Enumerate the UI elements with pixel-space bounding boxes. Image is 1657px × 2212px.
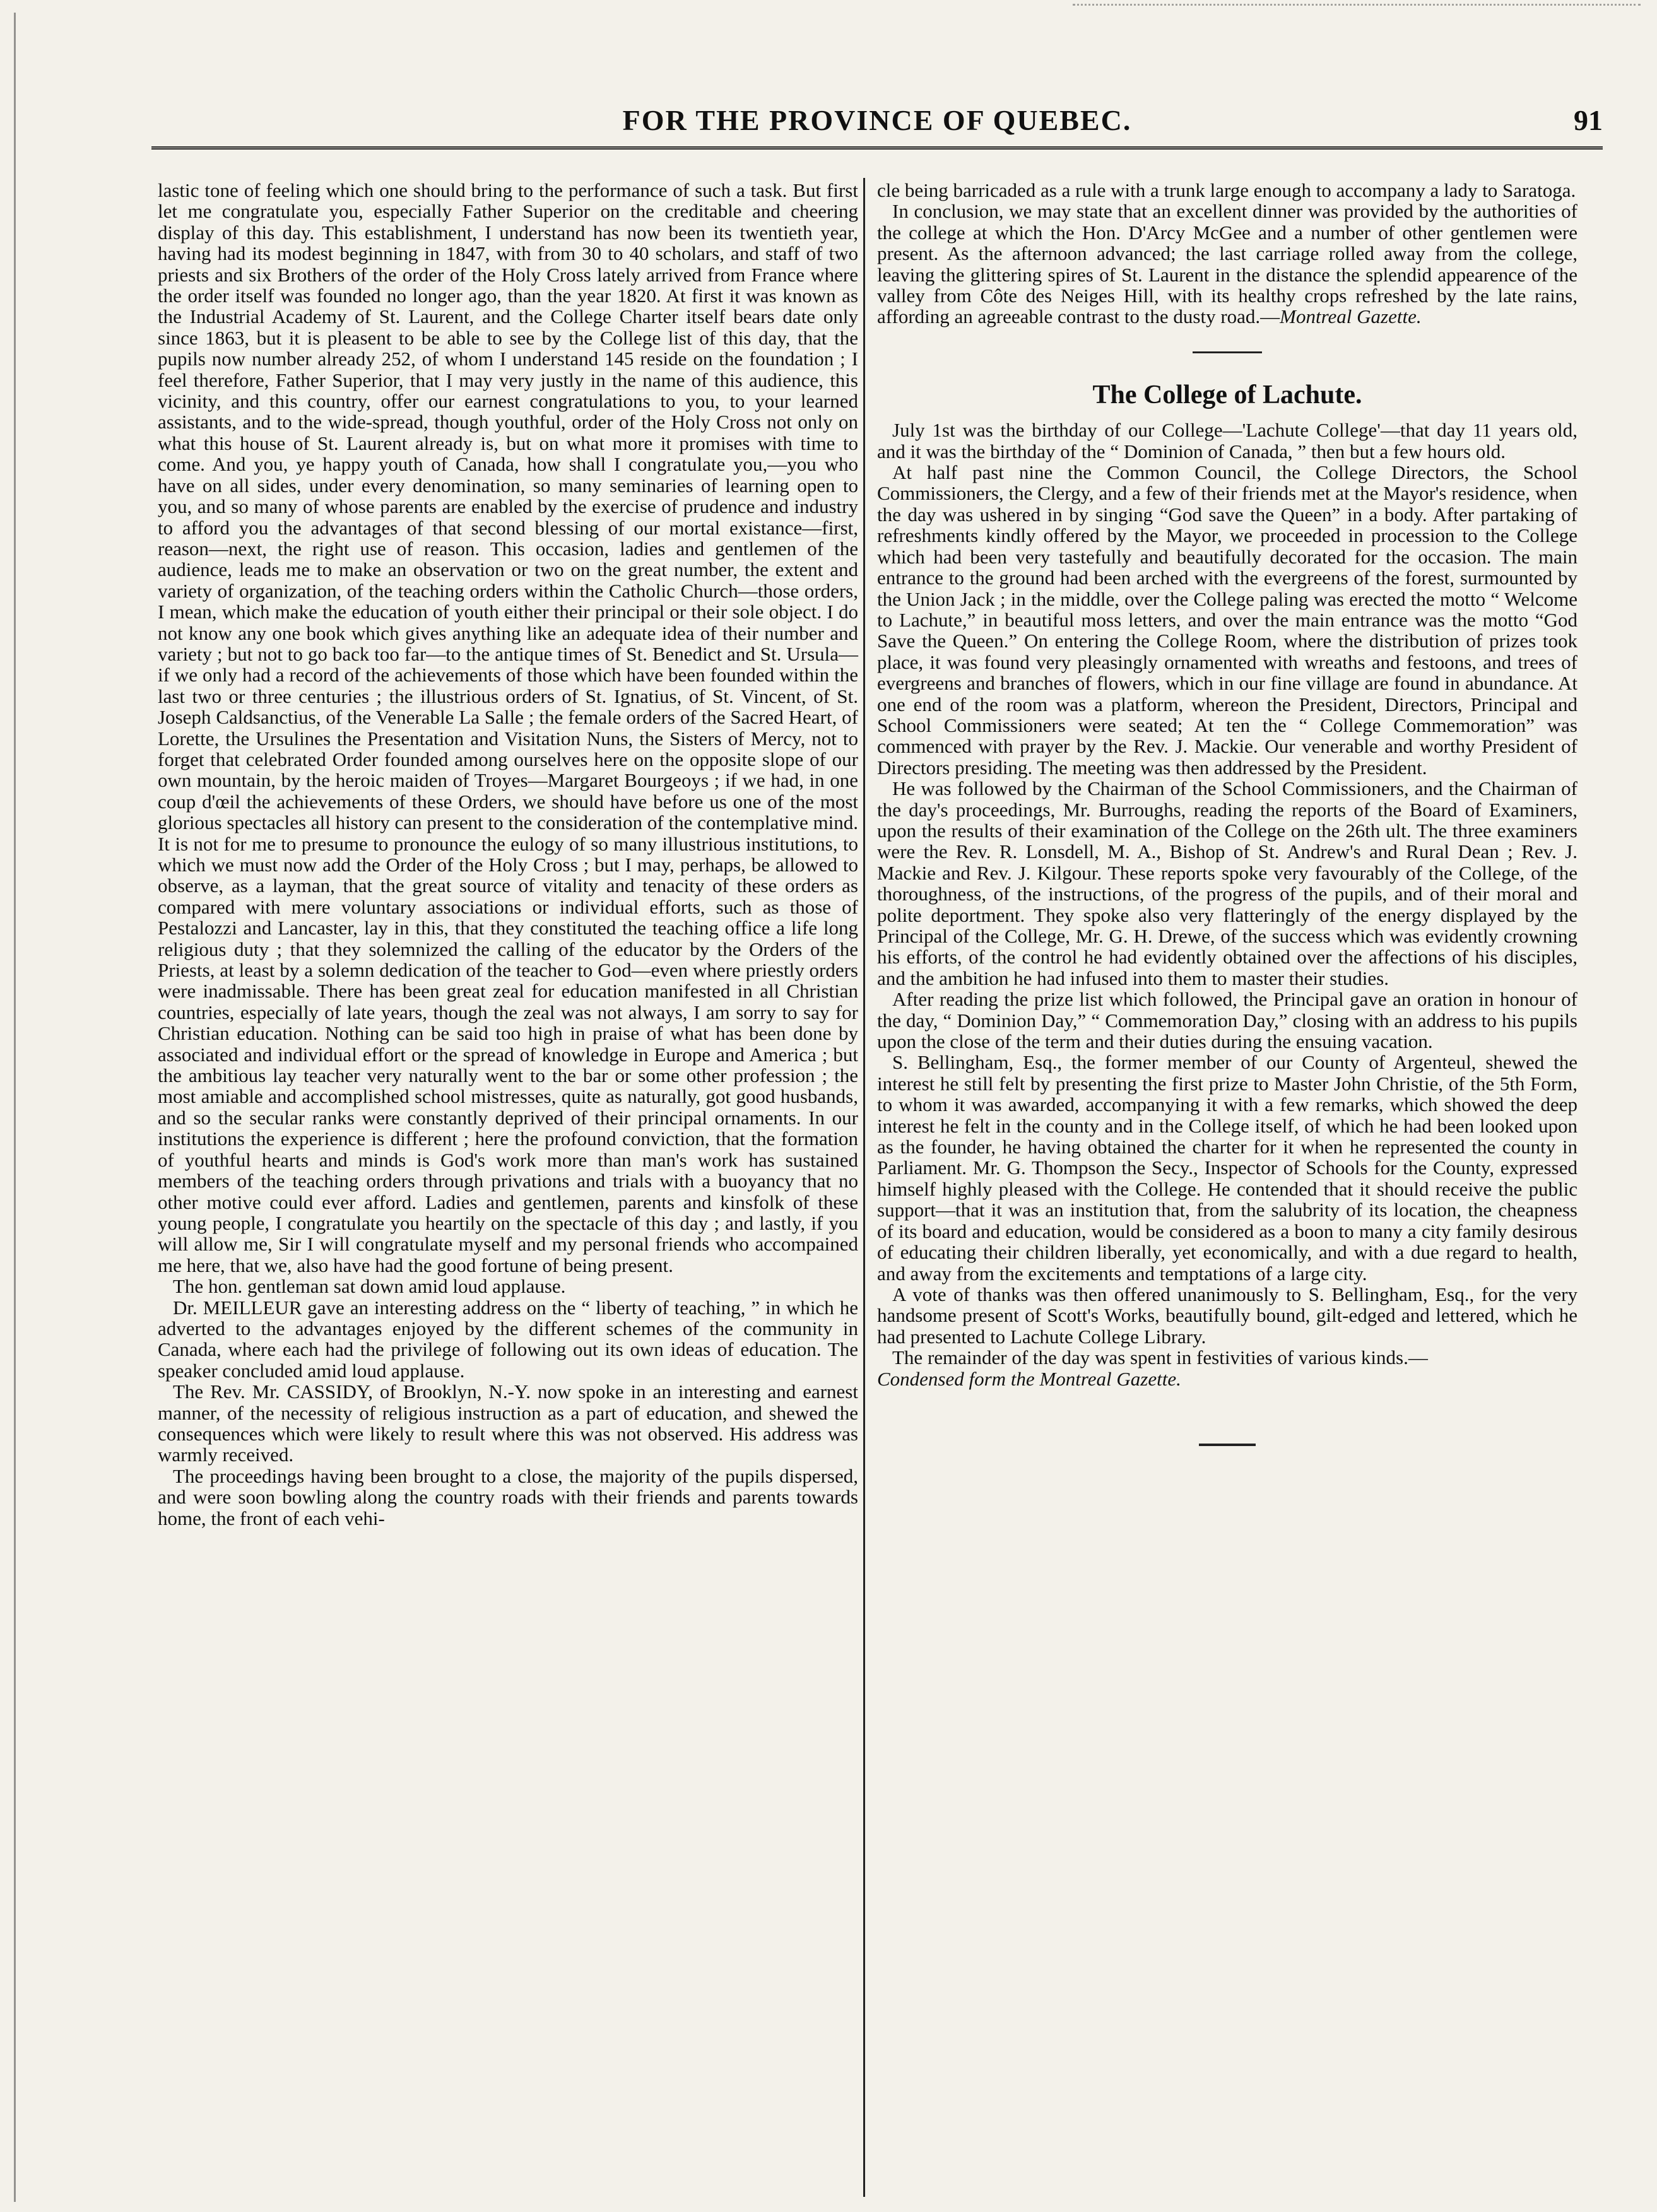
paragraph: He was followed by the Chairman of the School Commissioners, and the Chairman of the day's proceedings, Mr. Burroughs, reading the reports of the Board of Examiners, upon the results of their examination of the College on the 26th ult. The three examiners were the Rev. R. Lonsdell, M. A., Bishop of St. Andrew's and Rural Dean ; Rev. J. Mackie and Rev. J. Kilgour. These reports spoke very favourably of the College, of the thoroughness, of the instructions, of the progress of the pupils, and of their moral and polite deportment. They spoke also very flatteringly of the energy displayed by the Principal of the College, Mr. G. H. Drewe, of the success which was evidently crowning his efforts, of the control he had evidently obtained over the affections of his disciples, and the ambition he had infused into them to master their studies. [877,777,1577,989]
left-column [158,180,858,1529]
paragraph: The proceedings having been brought to a close, the majority of the pupils dispersed, and were soon bowling along the country roads with their friends and parents towards home, the front of each vehi- [158,1464,858,1529]
paragraph: Dr. MEILLEUR gave an interesting address on the “ liberty of teaching, ” in which he adverted to the advantages enjoyed by the different schemes of the community in Canada, where each had the privilege of following out its own ideas of education. The speaker concluded amid loud applause. [158,1296,858,1382]
running-title: FOR THE PROVINCE OF QUEBEC. [622,104,1132,136]
paragraph: A vote of thanks was then offered unanimously to S. Bellingham, Esq., for the very handsome present of Scott's Works, beautifully bound, gilt-edged and lettered, which he had presented to Lachute College Library. [877,1283,1577,1348]
paragraph [877,1347,1577,1389]
article-headline: The College of Lachute. [1092,380,1362,409]
page-header [151,95,1603,145]
page-edge-shadow [14,13,26,2202]
end-rule [1199,1444,1256,1446]
source-credit: Condensed form the Montreal Gazette. [877,1367,1181,1390]
paragraph: After reading the prize list which followed, the Principal gave an oration in honour of the day, “ Dominion Day,” “ Commemoration Day,” closing with an address to his pupils upon the close of the term and their duties during the ensuing vacation. [877,988,1577,1053]
paragraph: At half past nine the Common Council, the College Directors, the School Commissioners, the Clergy, and a few of their friends met at the Mayor's residence, when the day was ushered in by singing “God save the Queen” in a body. After partaking of refreshments kindly offered by the Mayor, we proceeded in procession to the College which had been very tastefully and beautifully decorated for the occasion. The main entrance to the ground had been arched with the evergreens of the forest, surmounted by the Union Jack ; in the middle, over the College paling was erected the motto “ Welcome to Lachute,” in beautiful moss letters, and over the main entrance was the motto “God Save the Queen.” On entering the College Room, where the distribution of prizes took place, it was found very pleasingly ornamented with wreaths and festoons, and trees of evergreens and branches of flowers, which in our fine village are found in abundance. At one end of the room was a platform, whereon the President, Directors, Principal and School Commissioners were seated; At ten the “ College Commemoration” was commenced with prayer by the Rev. J. Mackie. Our venerable and worthy President of Directors presiding. The meeting was then addressed by the President. [877,461,1577,779]
paragraph: The Rev. Mr. CASSIDY, of Brooklyn, N.-Y. now spoke in an interesting and earnest manner, of the necessity of religious instruction as a part of education, and shewed the consequences which were likely to result where this was not observed. His address was warmly received. [158,1380,858,1466]
speech-paragraph: lastic tone of feeling which one should bring to the performance of such a task. But first let me congratulate you, especially Father Superior on the creditable and cheering display of this day. This establishment, I understand has now been its twentieth year, having had its modest beginning in 1847, with from 30 to 40 scholars, and staff of two priests and six Brothers of the order of the Holy Cross lately arrived from France where the order itself was founded no longer ago, than the year 1820. At first it was known as the Industrial Academy of St. Laurent, and the College Charter itself bears date only since 1863, but it is pleasent to be able to see by the College list of this day, that the pupils now number already 252, of whom I understand 145 reside on the foundation ; I feel therefore, Father Superior, that I may very justly in the name of this audience, this vicinity, and this country, offer our earnest congratulations to you, to your learned assistants, and to the wide-spread, though youthful, order of the Holy Cross not only on what this house of St. Laurent already is, but on what more it promises with time to come. And you, ye happy youth of Canada, how shall I congratulate you,—you who have on all sides, under every denomination, so many seminaries of learning open to you, and so many of whose parents are enabled by the exercise of prudence and industry to afford you the advantages of that second blessing of our mortal existance—first, reason—next, the right use of reason. This occasion, ladies and gentlemen of the audience, leads me to make an observation or two on the great number, the extent and variety of organization, of the teaching orders within the Catholic Church—those orders, I mean, which make the education of youth either their principal or their sole object. I do not know any one book which gives anything like an adequate idea of their number and variety ; but not to go back too far—to the antique times of St. Benedict and St. Ursula—if we only had a record of the achievements of those which have been founded within the last two or three centuries ; the illustrious orders of St. Ignatius, of St. Vincent, of St. Joseph Caldsanctius, of the Venerable La Salle ; the female orders of the Sacred Heart, of Lorette, the Ursulines the Presentation and Visitation Nuns, the Sisters of Mercy, not to forget that celebrated Order founded among ourselves here on the opposite slope of our own mountain, by the heroic maiden of Troyes—Margaret Bourgeoys ; if we had, in one coup d'œil the achievements of these Orders, we should have before us one of the most glorious spectacles all history can present to the consideration of the contemplative mind. It is not for me to presume to pronounce the eulogy of so many illustrious institutions, to which we must now add the Order of the Holy Cross ; but I may, perhaps, be allowed to observe, as a layman, that the great source of vitality and tenacity of these orders as compared with mere voluntary associations or individual efforts, such as those of Pestalozzi and Lancaster, lay in this, that they constituted the teaching office a life long religious duty ; that they solemnized the calling of the educator by the Orders of the Priests, at least by a solemn dedication of the teacher to God—even where priestly orders were inadmissable. There has been great zeal for education manifested in all Christian countries, especially of late years, though the zeal was not always, I am sorry to say for Christian education. Nothing can be said too high in praise of what has been done by associated and individual effort or the spread of knowledge in Europe and America ; but the ambitious lay teacher very naturally went to the bar or some other profession ; the most amiable and accomplished school mistresses, quite as naturally, got good husbands, and so the secular ranks were constantly deprived of their principal ornaments. In our institutions the experience is different ; here the profound conviction, that the formation of youthful hearts and minds is God's work more than man's work has sustained members of the teaching orders through privations and trials with a buoyancy that no other motive could ever afford. Ladies and gentlemen, parents and kinsfolk of these young people, I congratulate you heartily on the spectacle of this day ; and lastly, if you will allow me, Sir I will congratulate myself and my personal friends who accompained me here, that we, also have had the good fortune of being present. [158,179,858,1276]
right-column [877,180,1577,1446]
paragraph: S. Bellingham, Esq., the former member of our County of Argenteul, shewed the interest he still felt by presenting the first prize to Master John Christie, of the 5th Form, to whom it was awarded, accompanying it with a few remarks, which showed the deep interest he felt in the county and in the College itself, of which he had been looked upon as the founder, he having obtained the charter for it when he represented the county in Parliament. Mr. G. Thompson the Secy., Inspector of Schools for the County, expressed himself highly pleased with the College. He contended that it should receive the public support—that it was an institution that, from the salubrity of its location, the cheapness of its board and education, would be considered as a boon to many a city family desirous of educating their children liberally, yet economically, and with a due regard to health, and away from the excitements and temptations of a large city. [877,1051,1577,1285]
column-divider [863,178,865,2197]
page-number: 91 [1574,104,1603,136]
print-smudge [1073,4,1641,13]
paragraph-text: The remainder of the day was spent in festivities of various kinds.— [892,1346,1428,1369]
paragraph: July 1st was the birthday of our College—'Lachute College'—that day 11 years old, and it was the birthday of the “ Dominion of Canada, ” then but a few hours old. [877,419,1577,462]
paragraph [877,201,1577,327]
header-rule [151,146,1603,150]
paragraph-text: In conclusion, we may state that an excellent dinner was provided by the authorities of the college at which the Hon. D'Arcy McGee and a number of other gentlemen were present. As the afternoon advanced; the last carriage rolled away from the college, leaving the glittering spires of St. Laurent in the distance the splendid appearence of the valley from Côte des Neiges Hill, with its healthy crops refreshed by the late rains, affording an agreeable contrast to the dusty road.— [877,200,1577,328]
section-rule [1193,351,1262,353]
paragraph: cle being barricaded as a rule with a trunk large enough to accompany a lady to Saratoga. [877,179,1576,201]
source-credit: Montreal Gazette. [1280,305,1422,328]
paragraph: The hon. gentleman sat down amid loud applause. [173,1275,566,1298]
